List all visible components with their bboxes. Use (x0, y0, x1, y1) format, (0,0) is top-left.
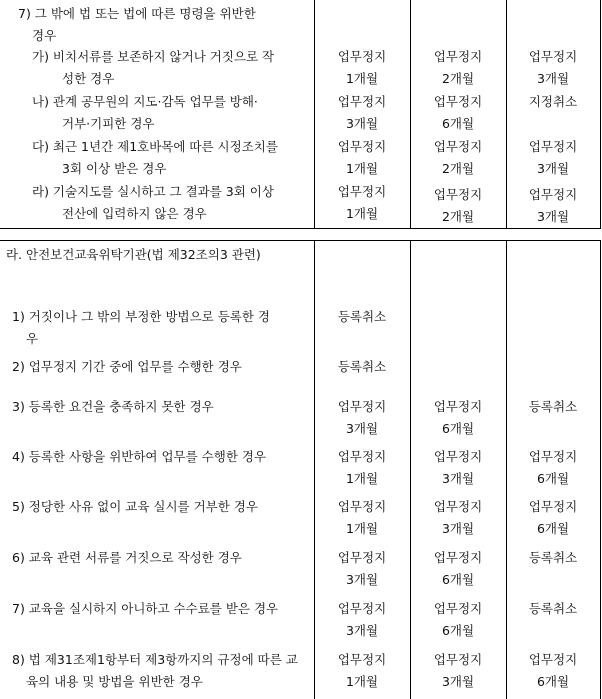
sub-item-label: 다) 최근 1년간 제1호바목에 따른 시정조치를 (32, 139, 278, 154)
item-label: 5) 정당한 사유 없이 교육 실시를 거부한 경우 (12, 499, 258, 514)
penalty-p2-action: 업무정지 (433, 94, 483, 109)
penalty-p2-action: 업무정지 (433, 550, 483, 565)
penalty-p1-action: 업무정지 (337, 49, 387, 64)
penalty-p2-duration: 2개월 (441, 71, 475, 86)
penalty-p2-duration: 3개월 (441, 521, 475, 536)
section-separator (0, 228, 601, 229)
item-label: 3) 등록한 요건을 충족하지 못한 경우 (12, 399, 214, 414)
penalty-p1-action: 업무정지 (337, 94, 387, 109)
penalty-p1-action: 등록취소 (337, 359, 387, 374)
item-label: 2) 업무정지 기간 중에 업무를 수행한 경우 (12, 359, 242, 374)
column-divider (600, 240, 601, 699)
penalty-p3-action: 등록취소 (528, 601, 578, 616)
penalty-p1-action: 업무정지 (337, 449, 387, 464)
penalty-p2-action: 업무정지 (433, 449, 483, 464)
penalty-p3-action: 업무정지 (528, 499, 578, 514)
item-label: 8) 법 제31조제1항부터 제3항까지의 규정에 따른 교 (12, 652, 298, 667)
penalty-p1-duration: 1개월 (345, 521, 379, 536)
penalty-p2-action: 업무정지 (433, 187, 483, 202)
penalty-p2-action: 업무정지 (433, 499, 483, 514)
section-heading: 라. 안전보건교육위탁기관(법 제32조의3 관련) (6, 247, 261, 262)
penalty-p3-duration: 6개월 (536, 521, 570, 536)
penalty-p2-duration: 3개월 (441, 471, 475, 486)
item-7-title-cont: 경우 (32, 28, 57, 43)
penalty-p3-action: 업무정지 (528, 187, 578, 202)
penalty-p1-action: 업무정지 (337, 184, 387, 199)
penalty-p1-duration: 3개월 (345, 572, 379, 587)
penalty-p2-action: 업무정지 (433, 139, 483, 154)
sub-item-label-cont: 3회 이상 받은 경우 (62, 161, 167, 176)
item-label: 6) 교육 관련 서류를 거짓으로 작성한 경우 (12, 550, 242, 565)
penalty-p1-action: 등록취소 (337, 309, 387, 324)
penalty-p2-action: 업무정지 (433, 601, 483, 616)
sub-item-label: 가) 비치서류를 보존하지 않거나 거짓으로 작 (32, 49, 275, 64)
penalty-p2-action: 업무정지 (433, 399, 483, 414)
penalty-p1-duration: 1개월 (345, 71, 379, 86)
penalty-p2-duration: 6개월 (441, 116, 475, 131)
penalty-p1-duration: 1개월 (345, 471, 379, 486)
penalty-p2-duration: 6개월 (441, 421, 475, 436)
penalty-p3-action: 등록취소 (528, 399, 578, 414)
penalty-p2-duration: 6개월 (441, 572, 475, 587)
sub-item-label-cont: 전산에 입력하지 않은 경우 (62, 206, 207, 221)
penalty-p1-action: 업무정지 (337, 550, 387, 565)
penalty-p1-duration: 3개월 (345, 116, 379, 131)
sub-item-label: 나) 관계 공무원의 지도·감독 업무를 방해· (32, 94, 258, 109)
sub-item-label-cont: 거부·기피한 경우 (62, 116, 155, 131)
penalty-p1-duration: 1개월 (345, 674, 379, 689)
penalty-p3-action: 등록취소 (528, 550, 578, 565)
penalty-p3-action: 업무정지 (528, 449, 578, 464)
penalty-p2-action: 업무정지 (433, 652, 483, 667)
item-label: 1) 거짓이나 그 밖의 부정한 방법으로 등록한 경 (12, 309, 270, 324)
penalty-p2-action: 업무정지 (433, 49, 483, 64)
penalty-p1-action: 업무정지 (337, 652, 387, 667)
penalty-p3-duration: 6개월 (536, 471, 570, 486)
penalty-p1-action: 업무정지 (337, 399, 387, 414)
penalty-p3-action: 업무정지 (528, 139, 578, 154)
penalty-p1-action: 업무정지 (337, 499, 387, 514)
penalty-p1-action: 업무정지 (337, 139, 387, 154)
penalty-p2-duration: 2개월 (441, 161, 475, 176)
penalty-p2-duration: 2개월 (441, 209, 475, 224)
penalty-p3-duration: 3개월 (536, 161, 570, 176)
penalty-p3-duration: 3개월 (536, 71, 570, 86)
item-label-cont: 우 (26, 331, 39, 346)
penalty-p3-duration: 6개월 (536, 674, 570, 689)
item-label: 4) 등록한 사항을 위반하여 업무를 수행한 경우 (12, 449, 267, 464)
penalty-p2-duration: 3개월 (441, 674, 475, 689)
item-label: 7) 교육을 실시하지 아니하고 수수료를 받은 경우 (12, 601, 279, 616)
sub-item-label-cont: 성한 경우 (62, 71, 115, 86)
sub-item-label: 라) 기술지도를 실시하고 그 결과를 3회 이상 (32, 184, 274, 199)
penalty-p2-duration: 6개월 (441, 623, 475, 638)
penalty-p1-duration: 3개월 (345, 421, 379, 436)
penalty-p3-action: 업무정지 (528, 49, 578, 64)
item-label-cont: 육의 내용 및 방법을 위반한 경우 (26, 674, 203, 689)
penalty-p1-action: 업무정지 (337, 601, 387, 616)
penalty-p3-action: 업무정지 (528, 652, 578, 667)
item-7-title: 7) 그 밖에 법 또는 법에 따른 명령을 위반한 (18, 6, 256, 21)
penalty-p1-duration: 1개월 (345, 206, 379, 221)
penalty-p3-action: 지정취소 (528, 94, 578, 109)
penalty-p3-duration: 3개월 (536, 209, 570, 224)
penalty-p1-duration: 1개월 (345, 161, 379, 176)
penalty-p1-duration: 3개월 (345, 623, 379, 638)
section-separator (0, 240, 601, 241)
column-divider (600, 0, 601, 228)
